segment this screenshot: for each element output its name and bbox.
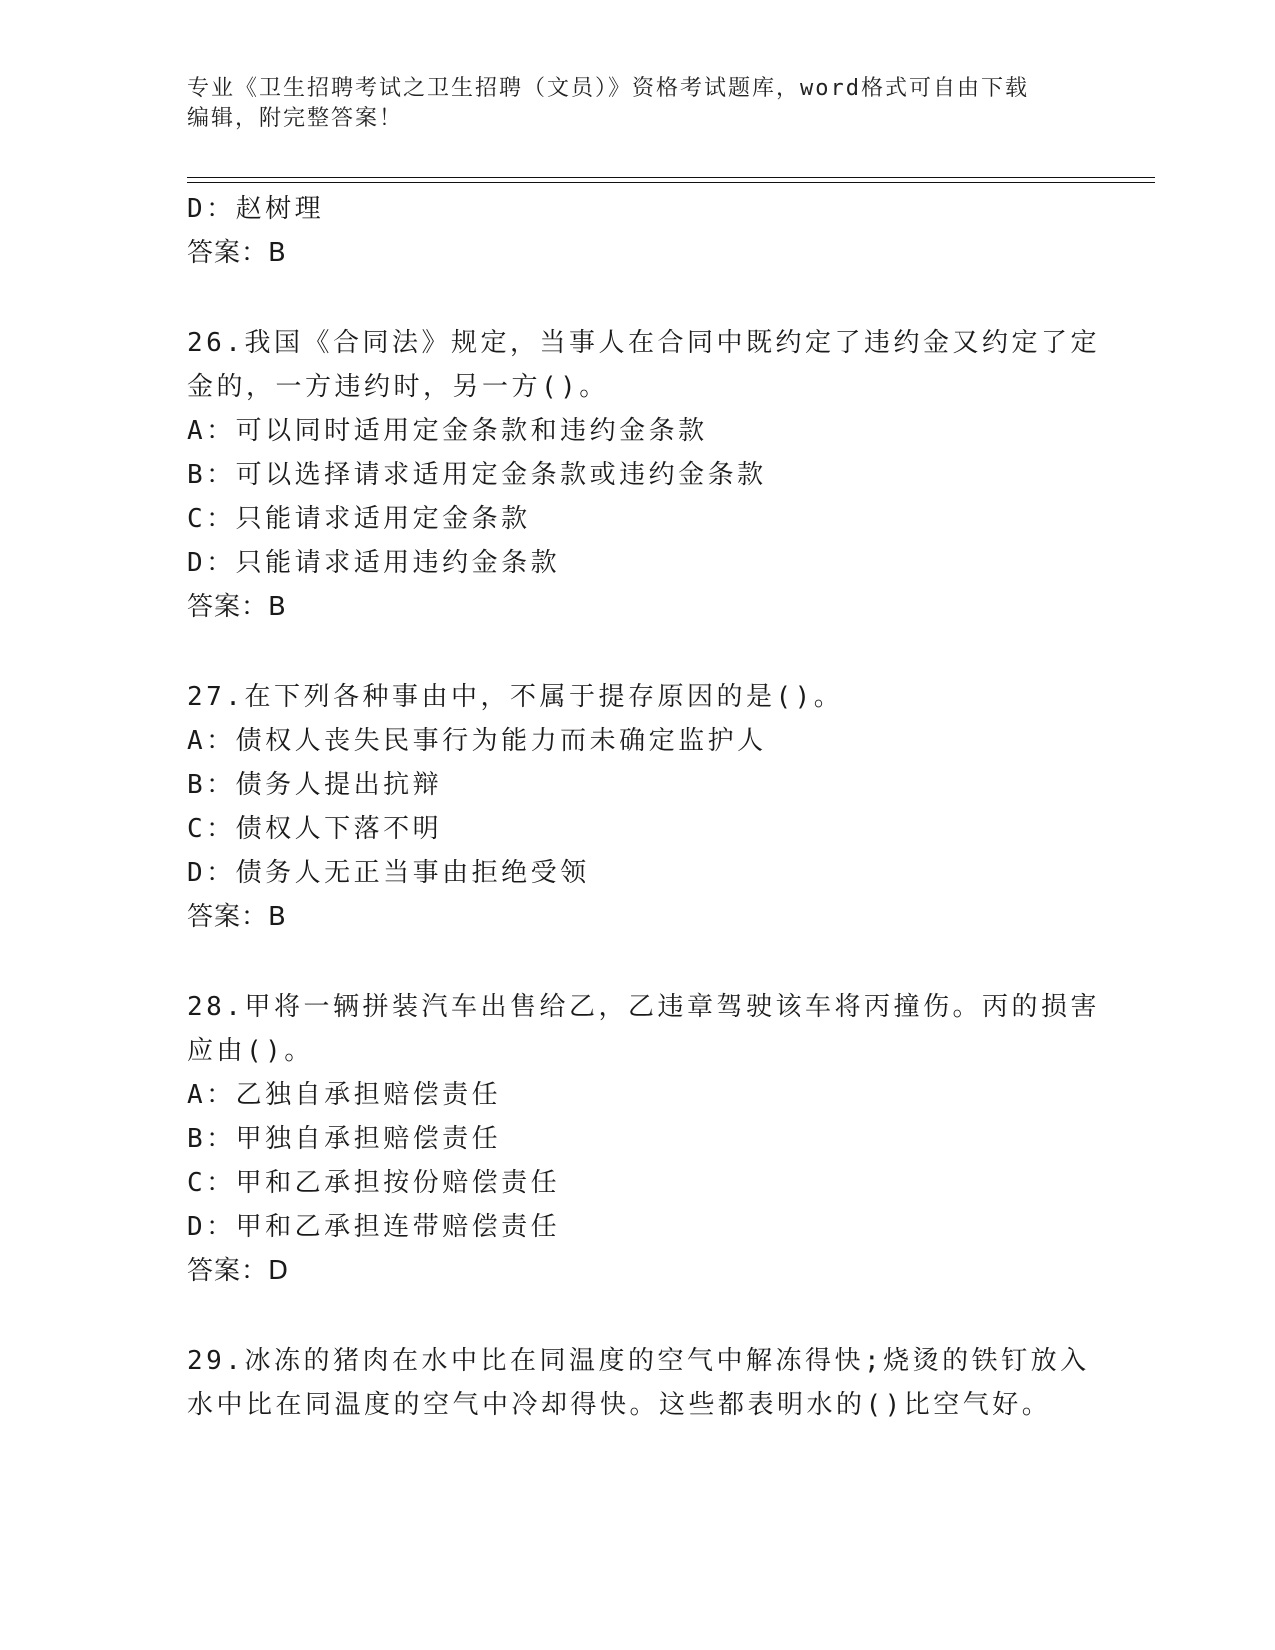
question-28-stem-line-2: 应由()。 (187, 1036, 314, 1066)
header-divider-top (187, 177, 1155, 178)
option-d: D：赵树理 (187, 194, 325, 224)
question-26-answer: 答案：B (187, 592, 287, 622)
question-26-stem-line-1: 26.我国《合同法》规定，当事人在合同中既约定了违约金又约定了定 (187, 328, 1100, 358)
question-27-option-b: B：债务人提出抗辩 (187, 770, 443, 800)
question-27-option-c: C：债权人下落不明 (187, 814, 443, 844)
header-line-1: 专业《卫生招聘考试之卫生招聘（文员）》资格考试题库，word格式可自由下载 (187, 76, 1029, 101)
question-28-option-c: C：甲和乙承担按份赔偿责任 (187, 1168, 561, 1198)
question-26-option-d: D：只能请求适用违约金条款 (187, 548, 561, 578)
question-29-stem-line-1: 29.冰冻的猪肉在水中比在同温度的空气中解冻得快;烧烫的铁钉放入 (187, 1346, 1090, 1376)
document-header (187, 74, 1087, 134)
question-27-option-a: A：债权人丧失民事行为能力而未确定监护人 (187, 726, 767, 756)
question-28-option-a: A：乙独自承担赔偿责任 (187, 1080, 502, 1110)
question-28-answer: 答案：D (187, 1256, 290, 1286)
question-28-option-d: D：甲和乙承担连带赔偿责任 (187, 1212, 561, 1242)
question-26-option-c: C：只能请求适用定金条款 (187, 504, 531, 534)
question-29-stem-line-2: 水中比在同温度的空气中冷却得快。这些都表明水的()比空气好。 (187, 1390, 1052, 1420)
question-28-stem-line-1: 28.甲将一辆拼装汽车出售给乙，乙违章驾驶该车将丙撞伤。丙的损害 (187, 992, 1100, 1022)
question-26-option-a: A：可以同时适用定金条款和违约金条款 (187, 416, 708, 446)
question-27-answer: 答案：B (187, 902, 287, 932)
header-divider-bottom (187, 182, 1155, 183)
question-26-stem-line-2: 金的，一方违约时，另一方()。 (187, 372, 609, 402)
question-26-option-b: B：可以选择请求适用定金条款或违约金条款 (187, 460, 767, 490)
answer-line: 答案：B (187, 238, 287, 268)
header-line-2: 编辑，附完整答案！ (187, 106, 404, 131)
question-28-option-b: B：甲独自承担赔偿责任 (187, 1124, 502, 1154)
question-27-option-d: D：债务人无正当事由拒绝受领 (187, 858, 590, 888)
question-27-stem-line-1: 27.在下列各种事由中，不属于提存原因的是()。 (187, 682, 844, 712)
